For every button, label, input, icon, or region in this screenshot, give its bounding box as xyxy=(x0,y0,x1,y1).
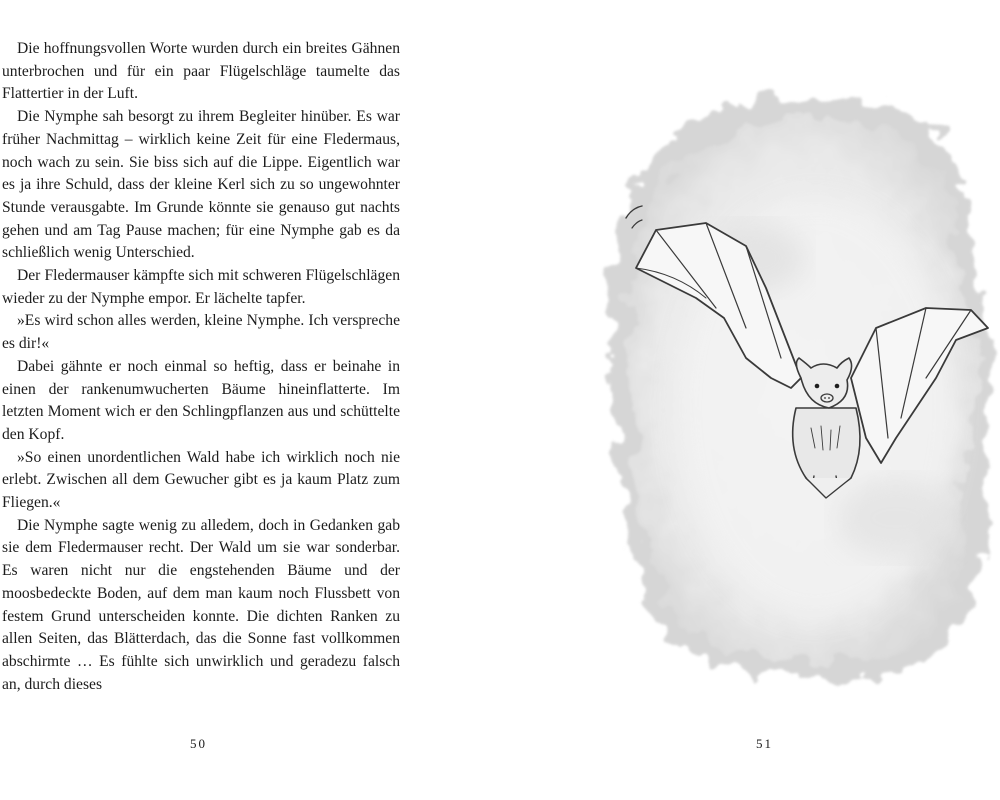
paragraph-6: »So einen unordentlichen Wald habe ich wirklich noch nie erlebt. Zwischen all dem Gewucher gibt es ja kaum Platz zum Fliegen.« xyxy=(2,448,400,512)
paragraph-2: Die Nymphe sah besorgt zu ihrem Begleiter hinüber. Es war früher Nachmittag – wirklich keine Zeit für eine Fledermaus, noch wach zu sein. Sie biss sich auf die Lippe. Eigentlich war es ja ihre Schuld, dass der kleine Kerl sich zu so ungewohnter Stunde verausgabte. Im Grunde könnte sie genauso gut nachts gehen und am Tag Pause machen; für eine Nymphe gab es da schließlich wenig Unterschied. xyxy=(2,108,400,262)
right-page xyxy=(500,0,1000,800)
paragraph-5: Dabei gähnte er noch einmal so heftig, dass er beinahe in einen der rankenumwucherten Bäume hineinflatterte. Im letzten Moment wich er den Schlingpflanzen aus und schüttelte den Kopf. xyxy=(2,357,400,443)
page-number-left: 50 xyxy=(190,736,207,751)
body-text xyxy=(2,38,400,696)
wash-background xyxy=(606,96,991,683)
paragraph-4: »Es wird schon alles werden, kleine Nymphe. Ich verspreche es dir!« xyxy=(2,312,400,353)
page-number-right: 51 xyxy=(756,736,773,751)
paragraph-7: Die Nymphe sagte wenig zu alledem, doch in Gedanken gab sie dem Fledermauser recht. Der Wald um sie war sonderbar. Es waren nicht nur die engstehenden Bäume und der moosbedeckte Boden, auf dem man kaum noch Flussbett von festem Grund unterscheiden konnte. Die dichten Ranken zu allen Seiten, das Blätterdach, das die Sonne fast vollkommen abschirmte … Es fühlte sich unwirklich und geradezu falsch an, durch dieses xyxy=(2,516,400,693)
paragraph-1: Die hoffnungsvollen Worte wurden durch ein breites Gähnen unterbrochen und für ein paar Flügelschläge taumelte das Flattertier in der Luft. xyxy=(2,40,400,103)
bat-illustration xyxy=(596,78,1000,698)
paragraph-3: Der Fledermauser kämpfte sich mit schweren Flügelschlägen wieder zu der Nymphe empor. Er lächelte tapfer. xyxy=(2,267,400,307)
